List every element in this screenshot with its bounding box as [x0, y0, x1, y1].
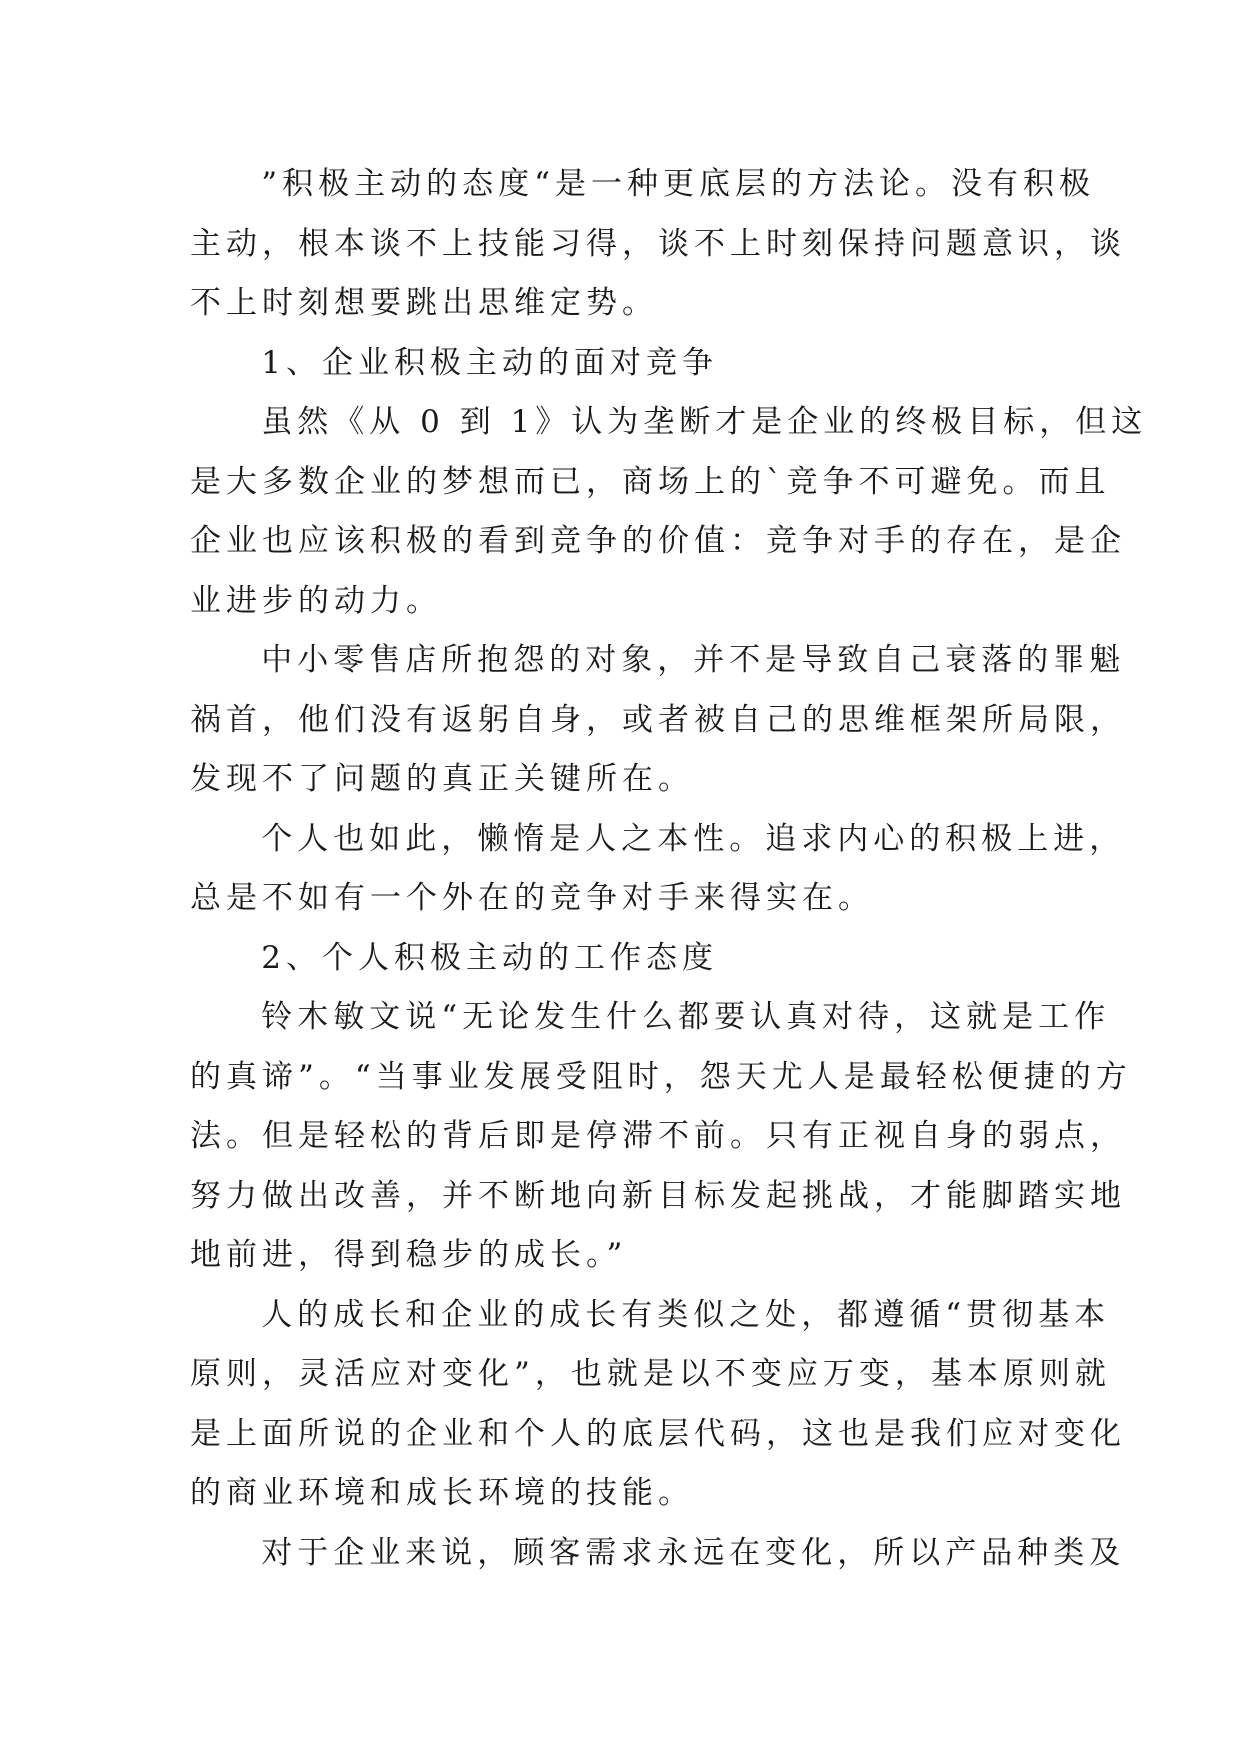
text-line: 主动，根本谈不上技能习得，谈不上时刻保持问题意识，谈: [190, 225, 1126, 262]
text-line: 不上时刻想要跳出思维定势。: [190, 285, 658, 321]
text-line: 2、个人积极主动的工作态度: [261, 939, 719, 976]
text-line: 法。但是轻松的背后即是停滞不前。只有正视自身的弱点，: [190, 1118, 1126, 1154]
body-paragraph: [190, 393, 1148, 631]
text-line: 1、企业积极主动的面对竞争: [261, 344, 719, 381]
body-paragraph: [190, 155, 1126, 334]
section-heading: [190, 929, 1060, 989]
body-paragraph: [190, 810, 1126, 929]
text-line: 对于企业来说，顾客需求永远在变化，所以产品种类及: [261, 1534, 1126, 1571]
text-line: 中小零售店所抱怨的对象，并不是导致自己衰落的罪魁: [261, 642, 1126, 678]
text-line: 企业也应该积极的看到竞争的价值：竞争对手的存在，是企: [190, 523, 1126, 559]
text-line: 虽然《从 0 到 1》认为垄断才是企业的终极目标，但这: [261, 404, 1148, 440]
text-line: ”积极主动的态度“是一种更底层的方法论。没有积极: [261, 166, 1095, 202]
body-paragraph: [190, 988, 1132, 1286]
text-line: 总是不如有一个外在的竞争对手来得实在。: [190, 880, 874, 916]
body-paragraph: [190, 1286, 1126, 1524]
text-line: 铃木敏文说“无论发生什么都要认真对待，这就是工作: [261, 999, 1111, 1035]
text-line: 努力做出改善，并不断地向新目标发起挑战，才能脚踏实地: [190, 1177, 1126, 1214]
text-line: 业进步的动力。: [190, 582, 442, 619]
body-paragraph: [190, 631, 1126, 810]
text-line: 的真谛”。“当事业发展受阻时，怨天尤人是最轻松便捷的方: [190, 1058, 1132, 1095]
text-line: 祸首，他们没有返躬自身，或者被自己的思维框架所局限，: [190, 701, 1126, 738]
text-line: 个人也如此，懒惰是人之本性。追求内心的积极上进，: [261, 820, 1126, 857]
text-line: 是上面所说的企业和个人的底层代码，这也是我们应对变化: [190, 1415, 1126, 1452]
text-line: 发现不了问题的真正关键所在。: [190, 761, 694, 797]
text-line: 地前进，得到稳步的成长。”: [190, 1237, 628, 1273]
section-heading: [190, 334, 1060, 394]
text-line: 人的成长和企业的成长有类似之处，都遵循“贯彻基本: [261, 1296, 1111, 1333]
body-paragraph: [190, 1524, 1126, 1584]
text-line: 的商业环境和成长环境的技能。: [190, 1475, 694, 1511]
document-body: [190, 155, 1148, 1583]
text-line: 是大多数企业的梦想而已，商场上的`竞争不可避免。而且: [190, 463, 1111, 500]
text-line: 原则，灵活应对变化”，也就是以不变应万变，基本原则就: [190, 1356, 1111, 1392]
